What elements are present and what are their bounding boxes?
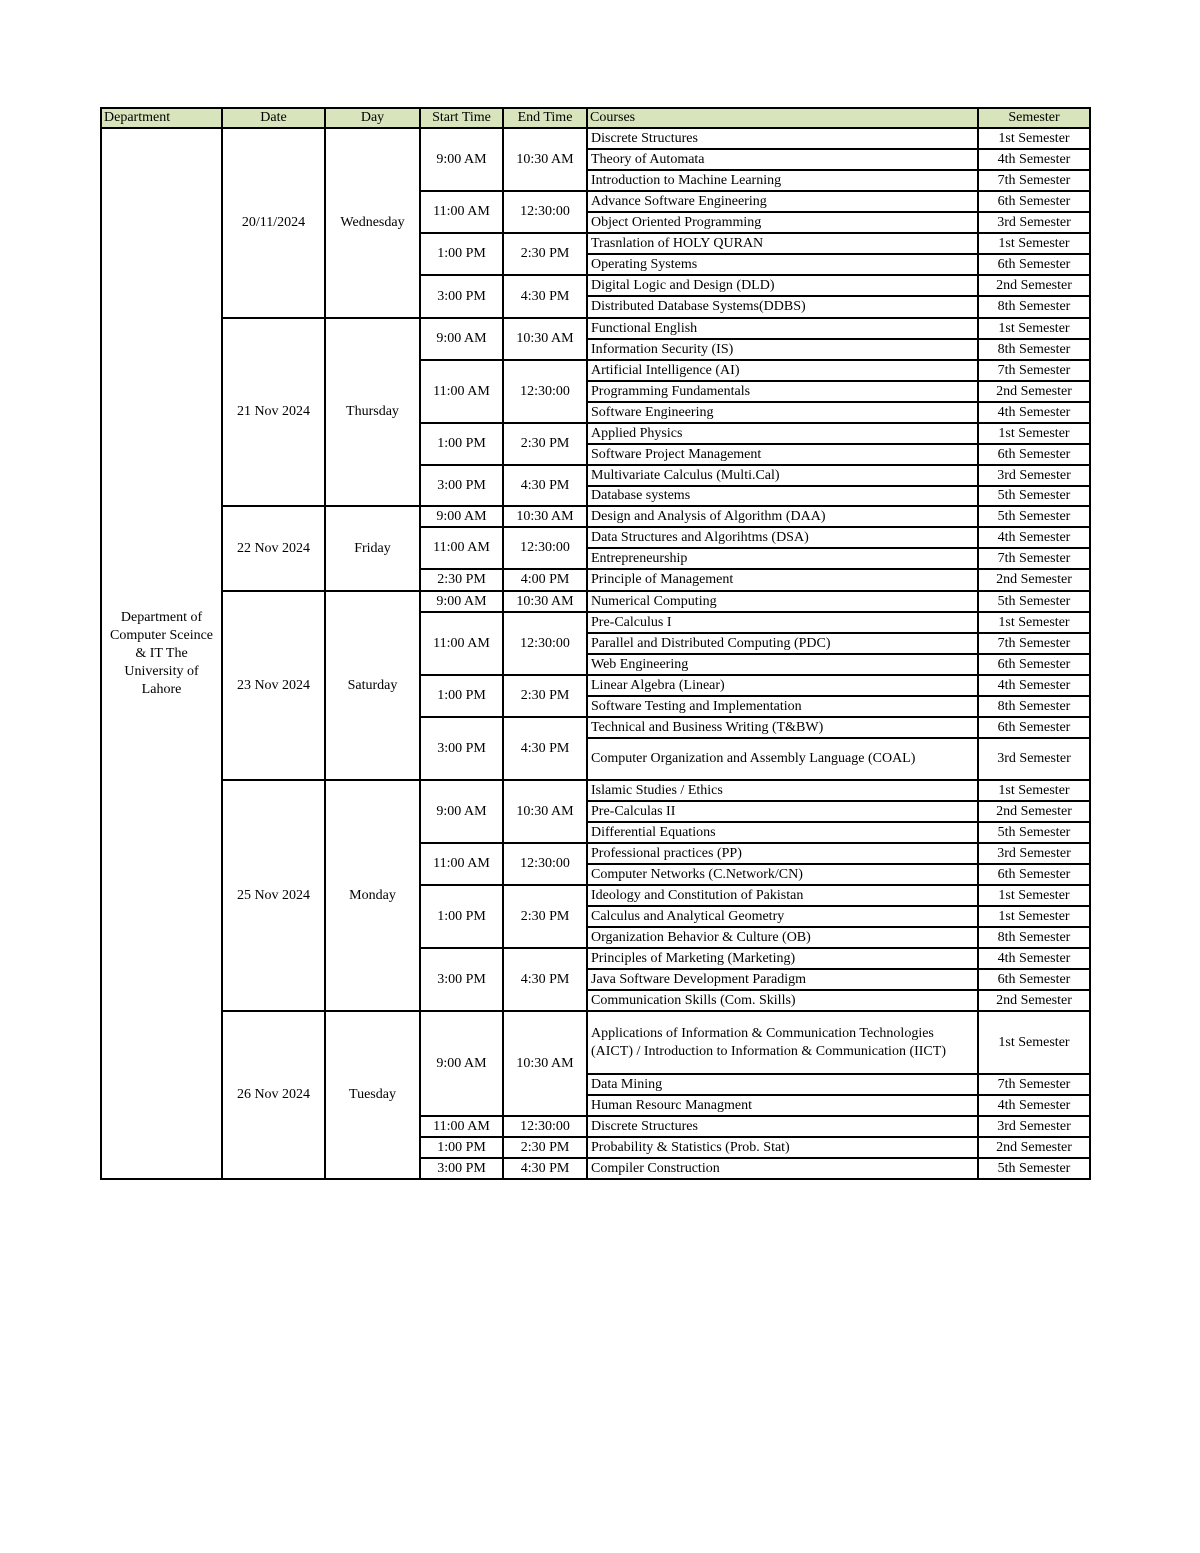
start-time-cell: 9:00 AM <box>420 128 503 191</box>
end-time-cell: 12:30:00 <box>503 1116 587 1137</box>
semester-cell: 1st Semester <box>978 906 1090 927</box>
semester-cell: 4th Semester <box>978 948 1090 969</box>
table-row <box>101 318 1090 339</box>
course-cell: Professional practices (PP) <box>587 843 978 864</box>
end-time-cell: 10:30 AM <box>503 591 587 612</box>
start-time-cell: 3:00 PM <box>420 275 503 318</box>
course-cell: Distributed Database Systems(DDBS) <box>587 296 978 318</box>
course-cell: Programming Fundamentals <box>587 381 978 402</box>
course-cell: Human Resourc Managment <box>587 1095 978 1116</box>
course-cell: Theory of Automata <box>587 149 978 170</box>
semester-cell: 6th Semester <box>978 444 1090 465</box>
semester-cell: 8th Semester <box>978 696 1090 717</box>
course-cell: Probability & Statistics (Prob. Stat) <box>587 1137 978 1158</box>
course-cell: Data Structures and Algorihtms (DSA) <box>587 527 978 548</box>
semester-cell: 5th Semester <box>978 591 1090 612</box>
start-time-cell: 1:00 PM <box>420 885 503 948</box>
end-time-cell: 4:30 PM <box>503 717 587 780</box>
end-time-cell: 2:30 PM <box>503 885 587 948</box>
end-time-cell: 12:30:00 <box>503 360 587 423</box>
course-cell: Advance Software Engineering <box>587 191 978 212</box>
start-time-cell: 9:00 AM <box>420 318 503 360</box>
course-cell: Information Security (IS) <box>587 339 978 360</box>
course-cell: Multivariate Calculus (Multi.Cal) <box>587 465 978 486</box>
date-cell: 26 Nov 2024 <box>222 1011 325 1179</box>
course-cell: Functional English <box>587 318 978 339</box>
semester-cell: 6th Semester <box>978 254 1090 275</box>
date-cell: 22 Nov 2024 <box>222 506 325 591</box>
semester-cell: 4th Semester <box>978 149 1090 170</box>
end-time-cell: 10:30 AM <box>503 506 587 527</box>
semester-cell: 1st Semester <box>978 612 1090 633</box>
end-time-cell: 4:30 PM <box>503 275 587 318</box>
exam-schedule-table <box>100 107 1091 1180</box>
course-cell: Compiler Construction <box>587 1158 978 1179</box>
semester-cell: 5th Semester <box>978 486 1090 506</box>
course-cell: Java Software Development Paradigm <box>587 969 978 990</box>
department-cell: Department of Computer Sceince & IT The University of Lahore <box>101 128 222 1179</box>
end-time-cell: 4:00 PM <box>503 569 587 591</box>
header-date: Date <box>222 108 325 128</box>
semester-cell: 8th Semester <box>978 927 1090 948</box>
course-cell: Calculus and Analytical Geometry <box>587 906 978 927</box>
course-cell: Applications of Information & Communication Technologies (AICT) / Introduction to Information & Communication (IICT) <box>587 1011 978 1074</box>
semester-cell: 2nd Semester <box>978 381 1090 402</box>
semester-cell: 2nd Semester <box>978 569 1090 591</box>
start-time-cell: 11:00 AM <box>420 1116 503 1137</box>
start-time-cell: 1:00 PM <box>420 675 503 717</box>
header-row <box>101 108 1090 128</box>
semester-cell: 6th Semester <box>978 864 1090 885</box>
date-cell: 20/11/2024 <box>222 128 325 318</box>
course-cell: Pre-Calculus I <box>587 612 978 633</box>
end-time-cell: 12:30:00 <box>503 191 587 233</box>
table-row <box>101 780 1090 801</box>
schedule-body <box>101 128 1090 1179</box>
course-cell: Differential Equations <box>587 822 978 843</box>
semester-cell: 5th Semester <box>978 1158 1090 1179</box>
course-cell: Object Oriented Programming <box>587 212 978 233</box>
course-cell: Pre-Calculas II <box>587 801 978 822</box>
header-end-time: End Time <box>503 108 587 128</box>
end-time-cell: 12:30:00 <box>503 527 587 569</box>
end-time-cell: 12:30:00 <box>503 843 587 885</box>
start-time-cell: 3:00 PM <box>420 948 503 1011</box>
course-cell: Discrete Structures <box>587 128 978 149</box>
course-cell: Technical and Business Writing (T&BW) <box>587 717 978 738</box>
semester-cell: 1st Semester <box>978 885 1090 906</box>
start-time-cell: 9:00 AM <box>420 506 503 527</box>
end-time-cell: 10:30 AM <box>503 780 587 843</box>
semester-cell: 1st Semester <box>978 233 1090 254</box>
course-cell: Entrepreneurship <box>587 548 978 569</box>
end-time-cell: 2:30 PM <box>503 1137 587 1158</box>
start-time-cell: 11:00 AM <box>420 843 503 885</box>
start-time-cell: 9:00 AM <box>420 1011 503 1116</box>
course-cell: Computer Organization and Assembly Language (COAL) <box>587 738 978 780</box>
header-department: Department <box>101 108 222 128</box>
semester-cell: 4th Semester <box>978 675 1090 696</box>
semester-cell: 5th Semester <box>978 822 1090 843</box>
semester-cell: 2nd Semester <box>978 1137 1090 1158</box>
semester-cell: 4th Semester <box>978 527 1090 548</box>
course-cell: Principles of Marketing (Marketing) <box>587 948 978 969</box>
day-cell: Friday <box>325 506 420 591</box>
date-cell: 25 Nov 2024 <box>222 780 325 1011</box>
start-time-cell: 9:00 AM <box>420 591 503 612</box>
course-cell: Operating Systems <box>587 254 978 275</box>
header-courses: Courses <box>587 108 978 128</box>
start-time-cell: 11:00 AM <box>420 612 503 675</box>
end-time-cell: 2:30 PM <box>503 233 587 275</box>
semester-cell: 7th Semester <box>978 360 1090 381</box>
semester-cell: 2nd Semester <box>978 801 1090 822</box>
table-row <box>101 506 1090 527</box>
semester-cell: 1st Semester <box>978 128 1090 149</box>
semester-cell: 1st Semester <box>978 1011 1090 1074</box>
course-cell: Islamic Studies / Ethics <box>587 780 978 801</box>
end-time-cell: 2:30 PM <box>503 675 587 717</box>
day-cell: Monday <box>325 780 420 1011</box>
semester-cell: 8th Semester <box>978 339 1090 360</box>
semester-cell: 1st Semester <box>978 423 1090 444</box>
semester-cell: 6th Semester <box>978 969 1090 990</box>
end-time-cell: 12:30:00 <box>503 612 587 675</box>
table-row <box>101 1011 1090 1074</box>
course-cell: Software Project Management <box>587 444 978 465</box>
end-time-cell: 2:30 PM <box>503 423 587 465</box>
header-start-time: Start Time <box>420 108 503 128</box>
start-time-cell: 3:00 PM <box>420 717 503 780</box>
course-cell: Applied Physics <box>587 423 978 444</box>
course-cell: Software Engineering <box>587 402 978 423</box>
table-row <box>101 128 1090 149</box>
end-time-cell: 10:30 AM <box>503 318 587 360</box>
semester-cell: 2nd Semester <box>978 990 1090 1011</box>
semester-cell: 1st Semester <box>978 318 1090 339</box>
course-cell: Artificial Intelligence (AI) <box>587 360 978 381</box>
start-time-cell: 2:30 PM <box>420 569 503 591</box>
semester-cell: 2nd Semester <box>978 275 1090 296</box>
course-cell: Parallel and Distributed Computing (PDC) <box>587 633 978 654</box>
semester-cell: 6th Semester <box>978 654 1090 675</box>
course-cell: Linear Algebra (Linear) <box>587 675 978 696</box>
course-cell: Database systems <box>587 486 978 506</box>
end-time-cell: 4:30 PM <box>503 948 587 1011</box>
start-time-cell: 11:00 AM <box>420 360 503 423</box>
course-cell: Digital Logic and Design (DLD) <box>587 275 978 296</box>
course-cell: Introduction to Machine Learning <box>587 170 978 191</box>
day-cell: Saturday <box>325 591 420 780</box>
start-time-cell: 9:00 AM <box>420 780 503 843</box>
semester-cell: 6th Semester <box>978 717 1090 738</box>
semester-cell: 7th Semester <box>978 548 1090 569</box>
semester-cell: 7th Semester <box>978 170 1090 191</box>
semester-cell: 3rd Semester <box>978 212 1090 233</box>
date-cell: 23 Nov 2024 <box>222 591 325 780</box>
semester-cell: 3rd Semester <box>978 465 1090 486</box>
start-time-cell: 1:00 PM <box>420 423 503 465</box>
end-time-cell: 4:30 PM <box>503 1158 587 1179</box>
course-cell: Computer Networks (C.Network/CN) <box>587 864 978 885</box>
end-time-cell: 10:30 AM <box>503 1011 587 1116</box>
semester-cell: 3rd Semester <box>978 1116 1090 1137</box>
course-cell: Discrete Structures <box>587 1116 978 1137</box>
end-time-cell: 10:30 AM <box>503 128 587 191</box>
table-row <box>101 591 1090 612</box>
course-cell: Numerical Computing <box>587 591 978 612</box>
start-time-cell: 3:00 PM <box>420 465 503 506</box>
semester-cell: 7th Semester <box>978 1074 1090 1095</box>
semester-cell: 3rd Semester <box>978 738 1090 780</box>
course-cell: Software Testing and Implementation <box>587 696 978 717</box>
course-cell: Ideology and Constitution of Pakistan <box>587 885 978 906</box>
start-time-cell: 1:00 PM <box>420 233 503 275</box>
day-cell: Tuesday <box>325 1011 420 1179</box>
header-day: Day <box>325 108 420 128</box>
course-cell: Trasnlation of HOLY QURAN <box>587 233 978 254</box>
start-time-cell: 1:00 PM <box>420 1137 503 1158</box>
end-time-cell: 4:30 PM <box>503 465 587 506</box>
semester-cell: 3rd Semester <box>978 843 1090 864</box>
course-cell: Communication Skills (Com. Skills) <box>587 990 978 1011</box>
start-time-cell: 3:00 PM <box>420 1158 503 1179</box>
semester-cell: 6th Semester <box>978 191 1090 212</box>
semester-cell: 1st Semester <box>978 780 1090 801</box>
semester-cell: 4th Semester <box>978 1095 1090 1116</box>
semester-cell: 5th Semester <box>978 506 1090 527</box>
course-cell: Design and Analysis of Algorithm (DAA) <box>587 506 978 527</box>
header-semester: Semester <box>978 108 1090 128</box>
semester-cell: 7th Semester <box>978 633 1090 654</box>
course-cell: Data Mining <box>587 1074 978 1095</box>
semester-cell: 8th Semester <box>978 296 1090 318</box>
course-cell: Principle of Management <box>587 569 978 591</box>
course-cell: Web Engineering <box>587 654 978 675</box>
day-cell: Wednesday <box>325 128 420 318</box>
start-time-cell: 11:00 AM <box>420 527 503 569</box>
start-time-cell: 11:00 AM <box>420 191 503 233</box>
semester-cell: 4th Semester <box>978 402 1090 423</box>
course-cell: Organization Behavior & Culture (OB) <box>587 927 978 948</box>
day-cell: Thursday <box>325 318 420 506</box>
date-cell: 21 Nov 2024 <box>222 318 325 506</box>
